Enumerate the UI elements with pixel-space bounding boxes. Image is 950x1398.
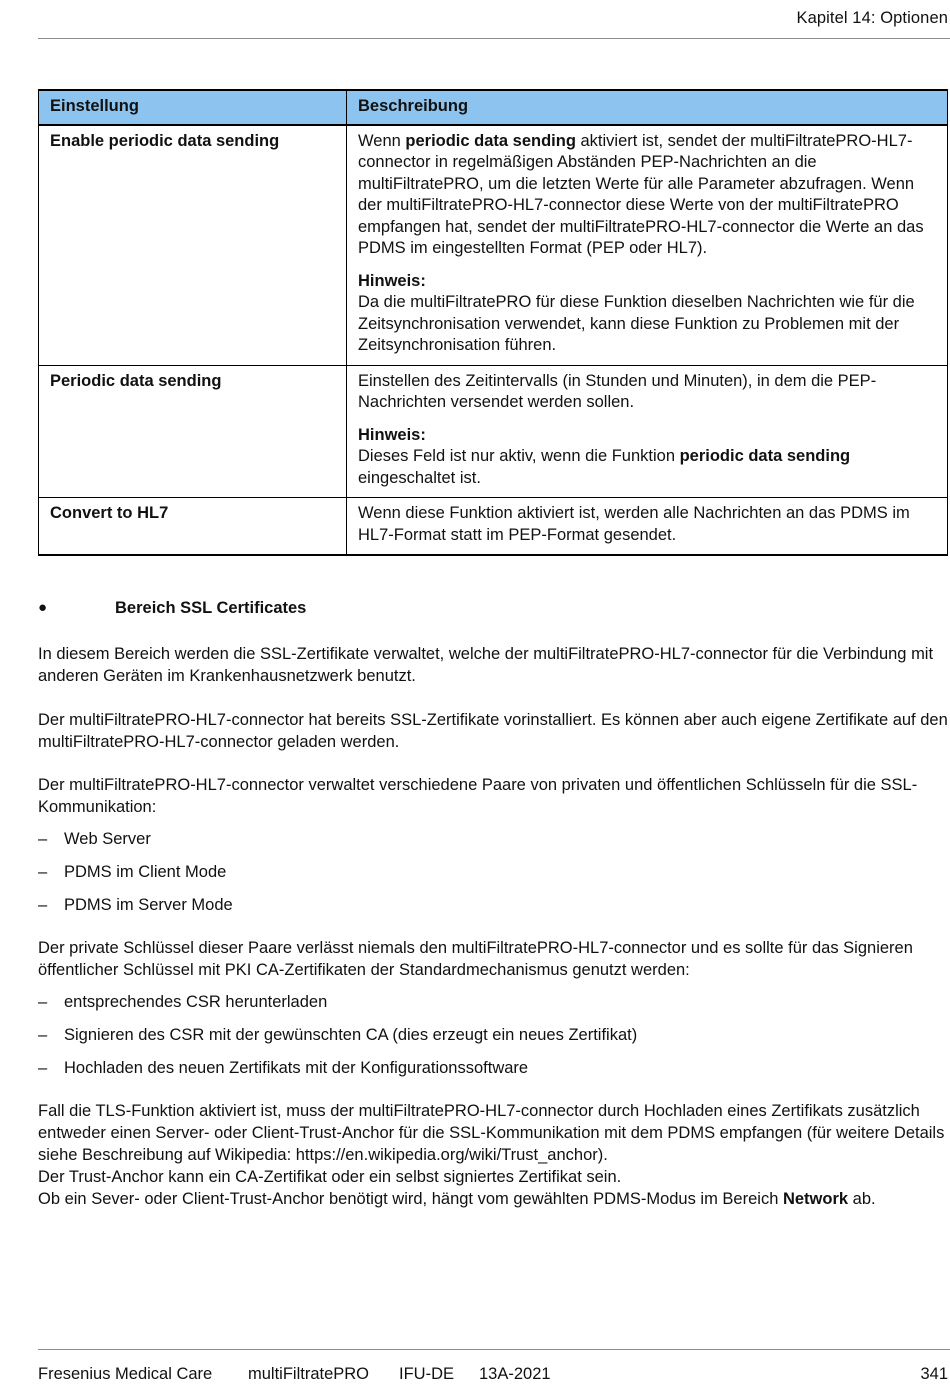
dash-icon: – [38,896,48,914]
list-item-text: PDMS im Server Mode [64,896,233,914]
page-number: 341 [920,1365,948,1383]
paragraph: Der multiFiltratePRO-HL7-connector hat bereits SSL-Zertifikate vorinstalliert. Es können aber auch eigene Zertifikate auf den multiFiltratePRO-HL7-connector geladen werden. [38,711,948,751]
paragraph-bold-term: Network [782,1190,849,1208]
paragraph-line: Der Trust-Anchor kann ein CA-Zertifikat oder ein selbst signiertes Zertifikat sein. [38,1168,622,1186]
setting-description [347,365,948,498]
footer-version: 13A-2021 [479,1365,551,1383]
setting-description [347,125,948,366]
chapter-header: Kapitel 14: Optionen [796,9,948,27]
bullet-icon: ● [38,599,48,616]
section-title: Bereich SSL Certificates [115,599,307,617]
footer-product: multiFiltratePRO [248,1365,370,1383]
setting-description: Wenn diese Funktion aktiviert ist, werden alle Nachrichten an das PDMS im HL7-Format statt im PEP-Format gesendet. [347,498,948,556]
dash-icon: – [38,1059,48,1077]
table-row [39,125,948,366]
list-item-text: entsprechendes CSR herunterladen [64,993,328,1011]
dash-icon: – [38,830,48,848]
paragraph [38,1100,950,1210]
dash-icon: – [38,993,48,1011]
note-text-part: Dieses Feld ist nur aktiv, wenn die Funktion [358,447,680,465]
column-header-setting: Einstellung [39,90,347,125]
paragraph-text-part: ab. [848,1190,876,1208]
note-label: Hinweis: [358,425,426,444]
note-text: Da die multiFiltratePRO für diese Funktion dieselben Nachrichten wie für die Zeitsynchronisation verwendet, kann diese Funktion zu Problemen mit der Zeitsynchronisation führen. [358,293,915,354]
dash-icon: – [38,863,48,881]
paragraph-line: Fall die TLS-Funktion aktiviert ist, muss der multiFiltratePRO-HL7-connector durch Hochladen eines Zertifikats zusätzlich entweder einen Server- oder Client-Trust-Anchor für die SSL-Kommunikation mit dem PDMS empfangen (für weitere Details siehe Beschreibung auf Wikipedia: https://en.wikipedia.org/wiki/Trust_anchor). [38,1102,945,1164]
table-row [39,365,948,498]
footer-doc-code: IFU-DE [399,1365,454,1383]
paragraph: Der multiFiltratePRO-HL7-connector verwaltet verschiedene Paare von privaten und öffentlichen Schlüsseln für die SSL-Kommunikation: [38,776,918,816]
description-text-part: Wenn [358,131,406,150]
description-bold-term: periodic data sending [405,131,576,150]
description-text [358,131,937,260]
header-divider [38,38,950,39]
note-label: Hinweis: [358,271,426,290]
setting-name: Convert to HL7 [39,498,347,556]
column-header-description: Beschreibung [347,90,948,125]
paragraph: Der private Schlüssel dieser Paare verlässt niemals den multiFiltratePRO-HL7-connector und es sollte für das Signieren öffentlicher Schlüssel mit PKI CA-Zertifikaten der Standardmechanismus genutzt werden: [38,939,913,979]
note [358,271,937,357]
note [358,425,937,490]
note-text-part: eingeschaltet ist. [358,468,481,487]
footer-divider [38,1349,950,1350]
paragraph-line [38,1188,950,1210]
table-row [39,498,948,556]
settings-table [38,89,948,556]
setting-name: Enable periodic data sending [39,125,347,366]
setting-name: Periodic data sending [39,365,347,498]
paragraph: In diesem Bereich werden die SSL-Zertifikate verwaltet, welche der multiFiltratePRO-HL7-connector für die Verbindung mit anderen Geräten im Krankenhausnetzwerk benutzt. [38,645,934,685]
note-bold-term: periodic data sending [679,447,851,465]
paragraph-text-part: Ob ein Sever- oder Client-Trust-Anchor benötigt wird, hängt vom gewählten PDMS-Modus im Bereich [38,1190,783,1208]
description-text-part: aktiviert ist, sendet der multiFiltratePRO-HL7-connector in regelmäßigen Abständen PEP-Nachrichten an die multiFiltratePRO, um die letzten Werte für alle Parameter abzufragen. Wenn der multiFiltratePRO-HL7-connector diese Werte von der multiFiltratePRO empfangen hat, sendet der multiFiltratePRO-HL7-connector die Werte an das PDMS im eingestellten Format (PEP oder HL7). [358,131,924,257]
list-item-text: Signieren des CSR mit der gewünschten CA (dies erzeugt ein neues Zertifikat) [64,1026,638,1044]
dash-icon: – [38,1026,48,1044]
list-item-text: PDMS im Client Mode [64,863,227,881]
description-text: Einstellen des Zeitintervalls (in Stunden und Minuten), in dem die PEP-Nachrichten versendet werden sollen. [358,371,877,411]
footer-company: Fresenius Medical Care [38,1365,213,1383]
table-header-row [39,90,948,125]
list-item-text: Hochladen des neuen Zertifikats mit der Konfigurationssoftware [64,1059,529,1077]
list-item-text: Web Server [64,830,151,848]
